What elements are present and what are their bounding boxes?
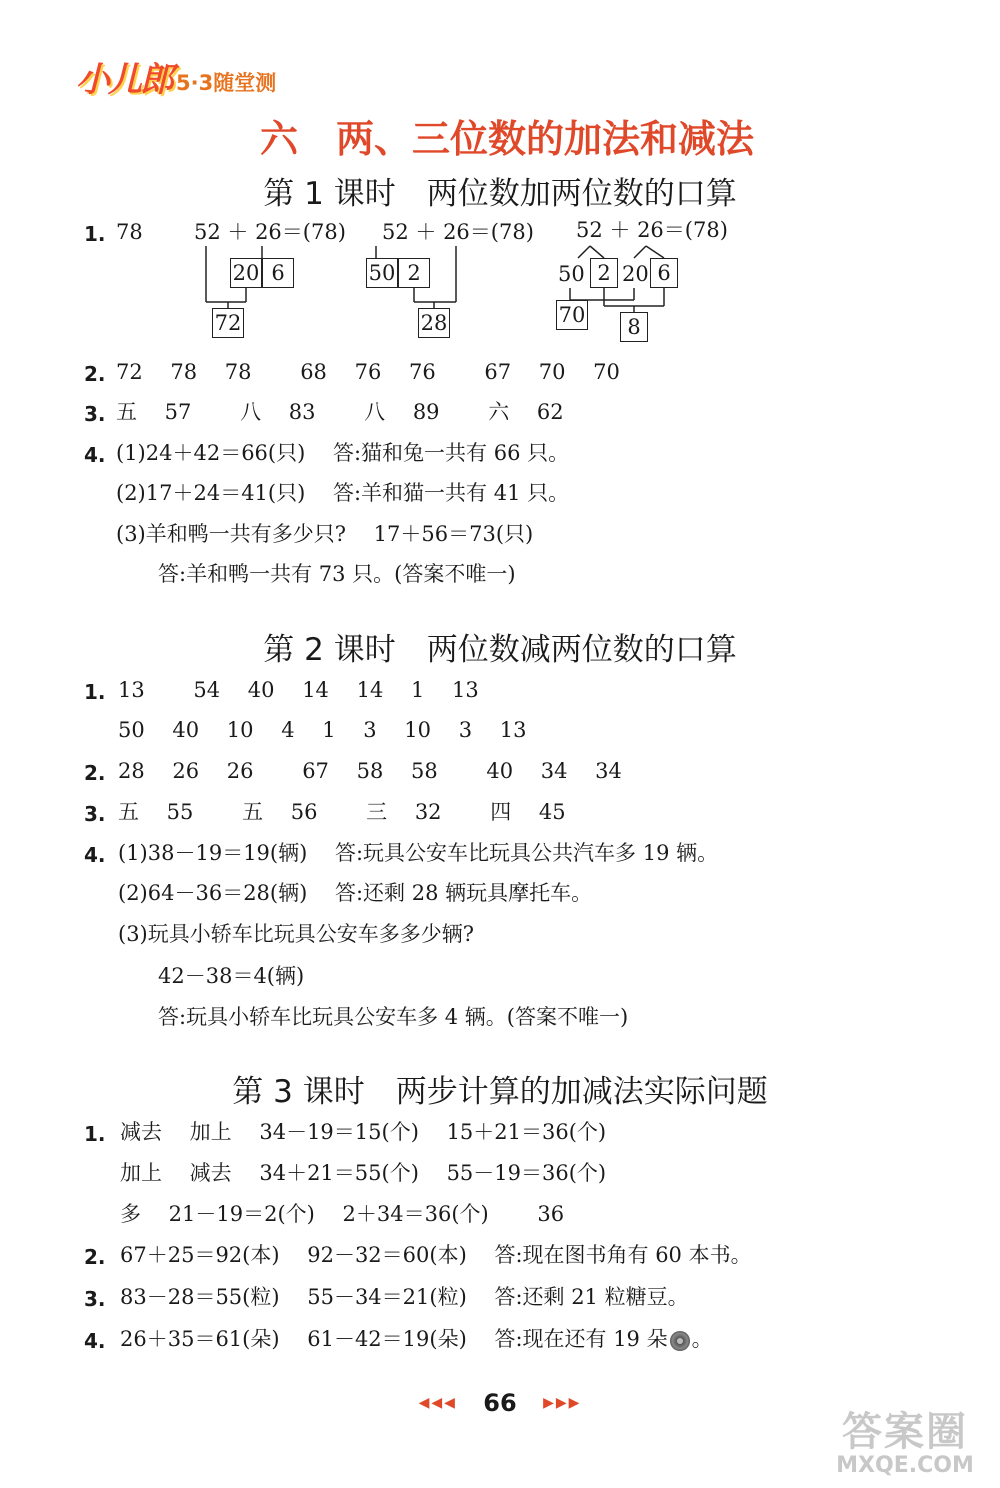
lesson-1-q1-answer: 78 [116,220,143,244]
lesson-3-q1-line3: 多 21－19＝2(个) 2＋34＝36(个) 36 [120,1202,565,1226]
lesson-3-q1-line2: 加上 减去 34＋21＝55(个) 55－19＝36(个) [120,1161,607,1185]
diagram-2-box-50: 50 [366,258,398,288]
lesson-1-q3-answer: 五 57 八 83 八 89 六 62 [116,400,564,424]
diagram-1-box-6: 6 [262,258,294,288]
watermark [820,1400,990,1478]
lesson-3-q3-answer: 83－28＝55(粒) 55－34＝21(粒) 答:还剩 21 粒糖豆。 [120,1285,689,1309]
lesson-3-q1-num: 1. [84,1122,106,1146]
lesson-2-q4-part3-answer: 答:玩具小轿车比玩具公安车多 4 辆。(答案不唯一) [158,1005,629,1029]
flower-icon [670,1331,690,1351]
lesson-1-q2-num: 2. [84,362,106,386]
lesson-2-q3-num: 3. [84,802,106,826]
lesson-2-q1-line2: 50 40 10 4 1 3 10 3 13 [118,718,527,742]
lesson-3-q2-answer: 67＋25＝92(本) 92－32＝60(本) 答:现在图书角有 60 本书。 [120,1243,752,1267]
lesson-2-q4-part1: (1)38－19＝19(辆) 答:玩具公安车比玩具公共汽车多 19 辆。 [118,841,719,865]
lesson-3-q4-end: 。 [691,1327,713,1351]
lesson-1-q4-part1: (1)24＋42＝66(只) 答:猫和兔一共有 66 只。 [116,441,570,465]
lesson-2-q2-num: 2. [84,761,106,785]
diagram-3-box-20: 20 [622,262,649,286]
logo-brand: 小儿郎 [76,60,172,100]
diagram-connector-lines [0,0,1000,360]
lesson-2-q4-part2: (2)64－36＝28(辆) 答:还剩 28 辆玩具摩托车。 [118,881,593,905]
lesson-3-title: 第 3 课时 两步计算的加减法实际问题 [232,1074,768,1110]
diagram-3-box-8: 8 [620,312,648,342]
lesson-2-q2-answer: 28 26 26 67 58 58 40 34 34 [118,759,622,783]
diagram-1-box-72: 72 [212,308,244,338]
lesson-3-q3-num: 3. [84,1287,106,1311]
watermark-text: 答案圈 [842,1409,968,1455]
lesson-1-q1-num: 1. [84,222,106,246]
lesson-3-q4-answer [120,1329,713,1351]
lesson-2-q1-num: 1. [84,680,106,704]
lesson-1-q4-part3-answer: 答:羊和鸭一共有 73 只。(答案不唯一) [158,562,516,586]
lesson-3-q4-text: 26＋35＝61(朵) 61－42＝19(朵) 答:现在还有 19 朵 [120,1327,668,1351]
lesson-3-q2-num: 2. [84,1245,106,1269]
lesson-1-q3-num: 3. [84,402,106,426]
diagram-2-box-2: 2 [398,258,430,288]
lesson-2-q4-num: 4. [84,843,106,867]
diagram-3-box-6: 6 [650,258,678,288]
chapter-title: 六 两、三位数的加法和减法 [259,117,754,161]
lesson-2-q4-part3-calc: 42－38＝4(辆) [158,964,305,988]
lesson-1-title: 第 1 课时 两位数加两位数的口算 [263,176,737,212]
lesson-2-q3-answer: 五 55 五 56 三 32 四 45 [118,800,566,824]
page-number: 66 [483,1389,517,1417]
lesson-1-q4-part3: (3)羊和鸭一共有多少只? 17＋56＝73(只) [116,522,534,546]
left-arrows-icon: ◀◀◀ [418,1395,457,1411]
lesson-2-title: 第 2 课时 两位数减两位数的口算 [263,632,737,668]
watermark-url: MXQE.COM [836,1453,974,1478]
diagram-2-box-28: 28 [418,308,450,338]
diagram-1-box-20: 20 [230,258,262,288]
diagram-3-left-50: 50 [558,262,585,286]
lesson-3-q4-num: 4. [84,1329,106,1353]
lesson-3-q1-line1: 减去 加上 34－19＝15(个) 15＋21＝36(个) [120,1120,607,1144]
diagram-3-equation: 52 ＋ 26＝(78) [576,218,728,242]
diagram-3-box-2: 2 [590,258,618,288]
diagram-1-equation: 52 ＋ 26＝(78) [194,220,346,244]
logo-series: 5·3随堂测 [176,71,277,95]
right-arrows-icon: ▶▶▶ [543,1395,582,1411]
lesson-1-q4-num: 4. [84,443,106,467]
diagram-2-equation-text: 52 ＋ 26＝(78) [382,220,534,244]
lesson-2-q1-line1: 13 54 40 14 14 1 13 [118,678,479,702]
diagram-3-box-70: 70 [556,300,588,330]
lesson-1-q4-part2: (2)17＋24＝41(只) 答:羊和猫一共有 41 只。 [116,481,570,505]
lesson-2-q4-part3: (3)玩具小轿车比玩具公安车多多少辆? [118,922,475,946]
lesson-1-q2-answer: 72 78 78 68 76 76 67 70 70 [116,360,620,384]
